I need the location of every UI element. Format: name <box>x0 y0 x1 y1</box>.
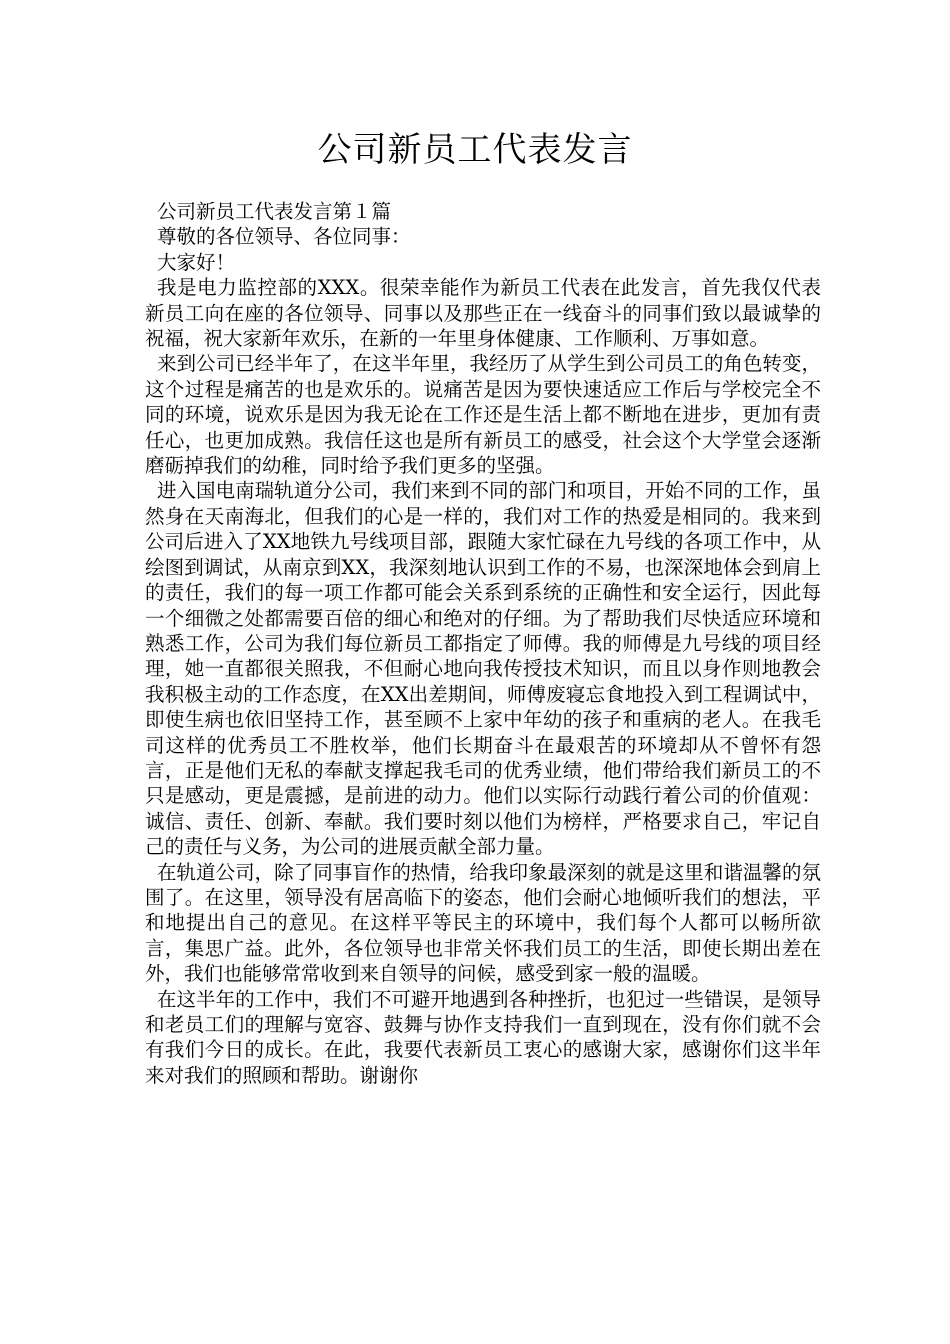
salutation: 尊敬的各位领导、各位同事： <box>157 225 411 249</box>
document-body <box>145 199 821 1088</box>
section-heading: 公司新员工代表发言第１篇 <box>157 200 392 223</box>
paragraph-work-experience: 进入国电南瑞轨道分公司，我们来到不同的部门和项目，开始不同的工作，虽然身在天南海北，但我们的心是一样的，我们对工作的热爱是相同的。我来到公司后进入了XX地铁九号线项目部，跟随大家忙碌在九号线的各项工作中，从绘图到调试，从南京到XX，我深刻地认识到工作的不易，也深深地体会到肩上的责任，我们的每一项工作都可能会关系到系统的正确性和安全运行，因此每一个细微之处都需要百倍的细心和绝对的仔细。为了帮助我们尽快适应环境和熟悉工作，公司为我们每位新员工都指定了师傅。我的师傅是九号线的项目经理，她一直都很关照我，不但耐心地向我传授技术知识，而且以身作则地教会我积极主动的工作态度，在XX出差期间，师傅废寝忘食地投入到工程调试中，即使生病也依旧坚持工作，甚至顾不上家中年幼的孩子和重病的老人。在我毛司这样的优秀员工不胜枚举，他们长期奋斗在最艰苦的环境却从不曾怀有怨言，正是他们无私的奉献支撑起我毛司的优秀业绩，他们带给我们新员工的不只是感动，更是震撼，是前进的动力。他们以实际行动践行着公司的价值观：诚信、责任、创新、奉献。我们要时刻以他们为榜样，严格要求自己，牢记自己的责任与义务，为公司的进展贡献全部力量。 <box>145 479 821 859</box>
greeting: 大家好！ <box>157 250 236 274</box>
paragraph-half-year: 来到公司已经半年了，在这半年里，我经历了从学生到公司员工的角色转变，这个过程是痛苦的也是欢乐的。说痛苦是因为要快速适应工作后与学校完全不同的环境，说欢乐是因为我无论在工作还是生活上都不断地在进步，更加有责任心，也更加成熟。我信任这也是所有新员工的感受，社会这个大学堂会逐渐磨砺掉我们的幼稚，同时给予我们更多的坚强。 <box>145 352 821 478</box>
paragraph-thanks: 在这半年的工作中，我们不可避开地遇到各种挫折，也犯过一些错误，是领导和老员工们的理解与宽容、鼓舞与协作支持我们一直到现在，没有你们就不会有我们今日的成长。在此，我要代表新员工衷心的感谢大家，感谢你们这半年来对我们的照顾和帮助。谢谢你 <box>145 987 821 1087</box>
paragraph-atmosphere: 在轨道公司，除了同事盲作的热情，给我印象最深刻的就是这里和谐温馨的氛围了。在这里，领导没有居高临下的姿态，他们会耐心地倾听我们的想法，平和地提出自己的意见。在这样平等民主的环境中，我们每个人都可以畅所欲言，集思广益。此外，各位领导也非常关怀我们员工的生活，即使长期出差在外，我们也能够常常收到来自领导的问候，感受到家一般的温暖。 <box>145 860 821 986</box>
document-title: 公司新员工代表发言 <box>317 130 633 170</box>
paragraph-intro: 我是电力监控部的XXX。很荣幸能作为新员工代表在此发言，首先我仅代表新员工向在座的各位领导、同事以及那些正在一线奋斗的同事们致以最诚挚的祝福，祝大家新年欢乐，在新的一年里身体健康、工作顺利、万事如意。 <box>145 276 821 351</box>
